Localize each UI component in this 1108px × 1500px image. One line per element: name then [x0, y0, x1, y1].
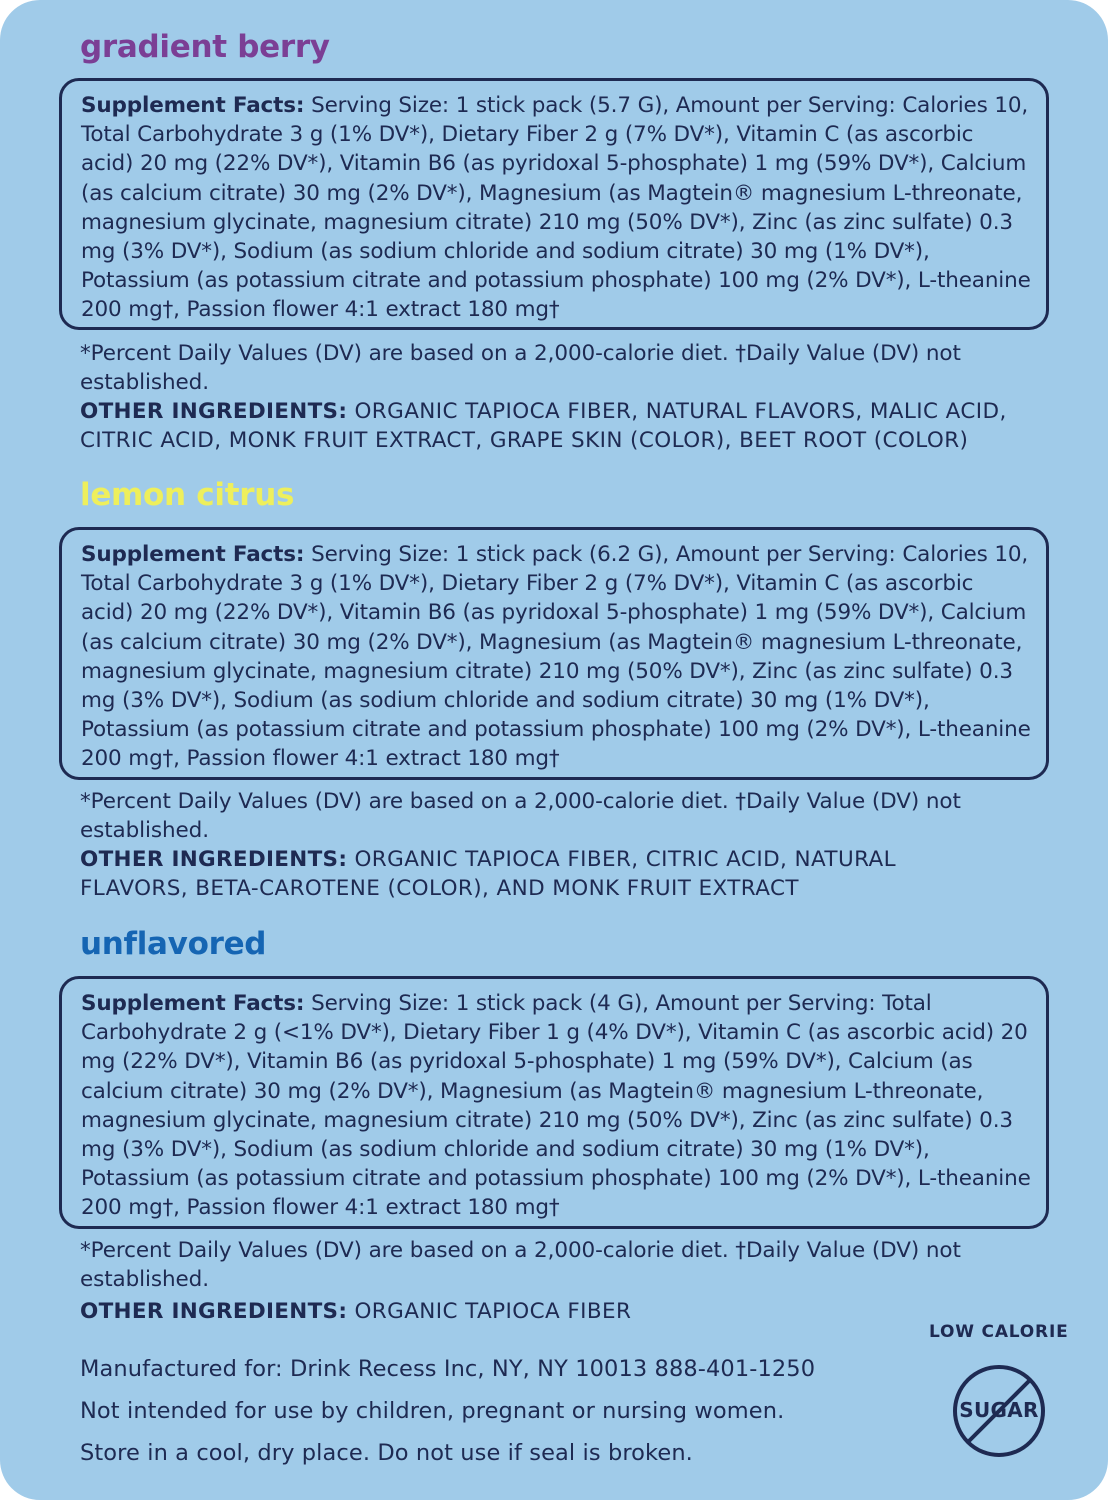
other-ingredients-label: OTHER INGREDIENTS:: [80, 847, 348, 872]
flavor-title-lemon-citrus: lemon citrus: [80, 477, 295, 513]
no-sugar-icon: [952, 1364, 1046, 1458]
other-ingredients-text: ORGANIC TAPIOCA FIBER, CITRIC ACID, NATURAL FLAVORS, BETA-CAROTENE (COLOR), AND MONK FRUIT EXTRACT: [80, 847, 897, 901]
other-ingredients-label: OTHER INGREDIENTS:: [80, 1299, 348, 1324]
manufacturer-info: Manufactured for: Drink Recess Inc, NY, NY 10013 888-401-1250: [80, 1356, 816, 1382]
other-ingredients-unflavored: [80, 1297, 1060, 1326]
flavor-title-gradient-berry: gradient berry: [80, 29, 330, 65]
supplement-facts-box-gradient-berry: [59, 78, 1049, 330]
no-sugar-icon-text: SUGAR: [959, 1398, 1039, 1422]
other-ingredients-text: ORGANIC TAPIOCA FIBER, NATURAL FLAVORS, MALIC ACID, CITRIC ACID, MONK FRUIT EXTRACT, GRAPE SKIN (COLOR), BEET ROOT (COLOR): [80, 399, 1007, 453]
supplement-facts-text: Serving Size: 1 stick pack (6.2 G), Amount per Serving: Calories 10, Total Carbohydrate 3 g (1% DV*), Dietary Fiber 2 g (7% DV*), Vitamin C (as ascorbic acid) 20 mg (22% DV*), Vitamin B6 (as pyridoxal 5-phosphate) 1 mg (59% DV*), Calcium (as calcium citrate) 30 mg (2% DV*), Magnesium (as Magtein® magnesium L-threonate, magnesium glycinate, magnesium citrate) 210 mg (50% DV*), Zinc (as zinc sulfate) 0.3 mg (3% DV*), Sodium (as sodium chloride and sodium citrate) 30 mg (1% DV*), Potassium (as potassium citrate and potassium phosphate) 100 mg (2% DV*), L-theanine 200 mg†, Passion flower 4:1 extract 180 mg†: [81, 542, 1031, 772]
usage-warning: Not intended for use by children, pregnant or nursing women.: [80, 1398, 785, 1424]
supplement-facts-label: Supplement Facts:: [81, 93, 305, 118]
supplement-facts-label: Supplement Facts:: [81, 542, 305, 567]
other-ingredients-gradient-berry: [80, 397, 1060, 455]
supplement-facts-box-unflavored: [59, 976, 1049, 1229]
storage-instructions: Store in a cool, dry place. Do not use if seal is broken.: [80, 1440, 693, 1466]
supplement-facts-text: Serving Size: 1 stick pack (5.7 G), Amount per Serving: Calories 10, Total Carbohydrate 3 g (1% DV*), Dietary Fiber 2 g (7% DV*), Vitamin C (as ascorbic acid) 20 mg (22% DV*), Vitamin B6 (as pyridoxal 5-phosphate) 1 mg (59% DV*), Calcium (as calcium citrate) 30 mg (2% DV*), Magnesium (as Magtein® magnesium L-threonate, magnesium glycinate, magnesium citrate) 210 mg (50% DV*), Zinc (as zinc sulfate) 0.3 mg (3% DV*), Sodium (as sodium chloride and sodium citrate) 30 mg (1% DV*), Potassium (as potassium citrate and potassium phosphate) 100 mg (2% DV*), L-theanine 200 mg†, Passion flower 4:1 extract 180 mg†: [81, 93, 1031, 323]
supplement-facts-box-lemon-citrus: [59, 527, 1049, 780]
supplement-facts-text: Serving Size: 1 stick pack (4 G), Amount per Serving: Total Carbohydrate 2 g (<1% DV*), Dietary Fiber 1 g (4% DV*), Vitamin C (as ascorbic acid) 20 mg (22% DV*), Vitamin B6 (as pyridoxal 5-phosphate) 1 mg (59% DV*), Calcium (as calcium citrate) 30 mg (2% DV*), Magnesium (as Magtein® magnesium L-threonate, magnesium glycinate, magnesium citrate) 210 mg (50% DV*), Zinc (as zinc sulfate) 0.3 mg (3% DV*), Sodium (as sodium chloride and sodium citrate) 30 mg (1% DV*), Potassium (as potassium citrate and potassium phosphate) 100 mg (2% DV*), L-theanine 200 mg†, Passion flower 4:1 extract 180 mg†: [81, 991, 1031, 1221]
supplement-facts-label: Supplement Facts:: [81, 991, 305, 1016]
flavor-title-unflavored: unflavored: [80, 926, 267, 962]
dv-note-unflavored: *Percent Daily Values (DV) are based on a 2,000-calorie diet. †Daily Value (DV) not established.: [80, 1238, 961, 1292]
low-calorie-label: LOW CALORIE: [929, 1322, 1069, 1342]
other-ingredients-label: OTHER INGREDIENTS:: [80, 399, 348, 424]
other-ingredients-text: ORGANIC TAPIOCA FIBER: [347, 1299, 632, 1324]
dv-note-gradient-berry: *Percent Daily Values (DV) are based on a 2,000-calorie diet. †Daily Value (DV) not established.: [80, 341, 961, 395]
dv-note-lemon-citrus: *Percent Daily Values (DV) are based on a 2,000-calorie diet. †Daily Value (DV) not established.: [80, 789, 961, 843]
other-ingredients-lemon-citrus: [80, 845, 960, 903]
